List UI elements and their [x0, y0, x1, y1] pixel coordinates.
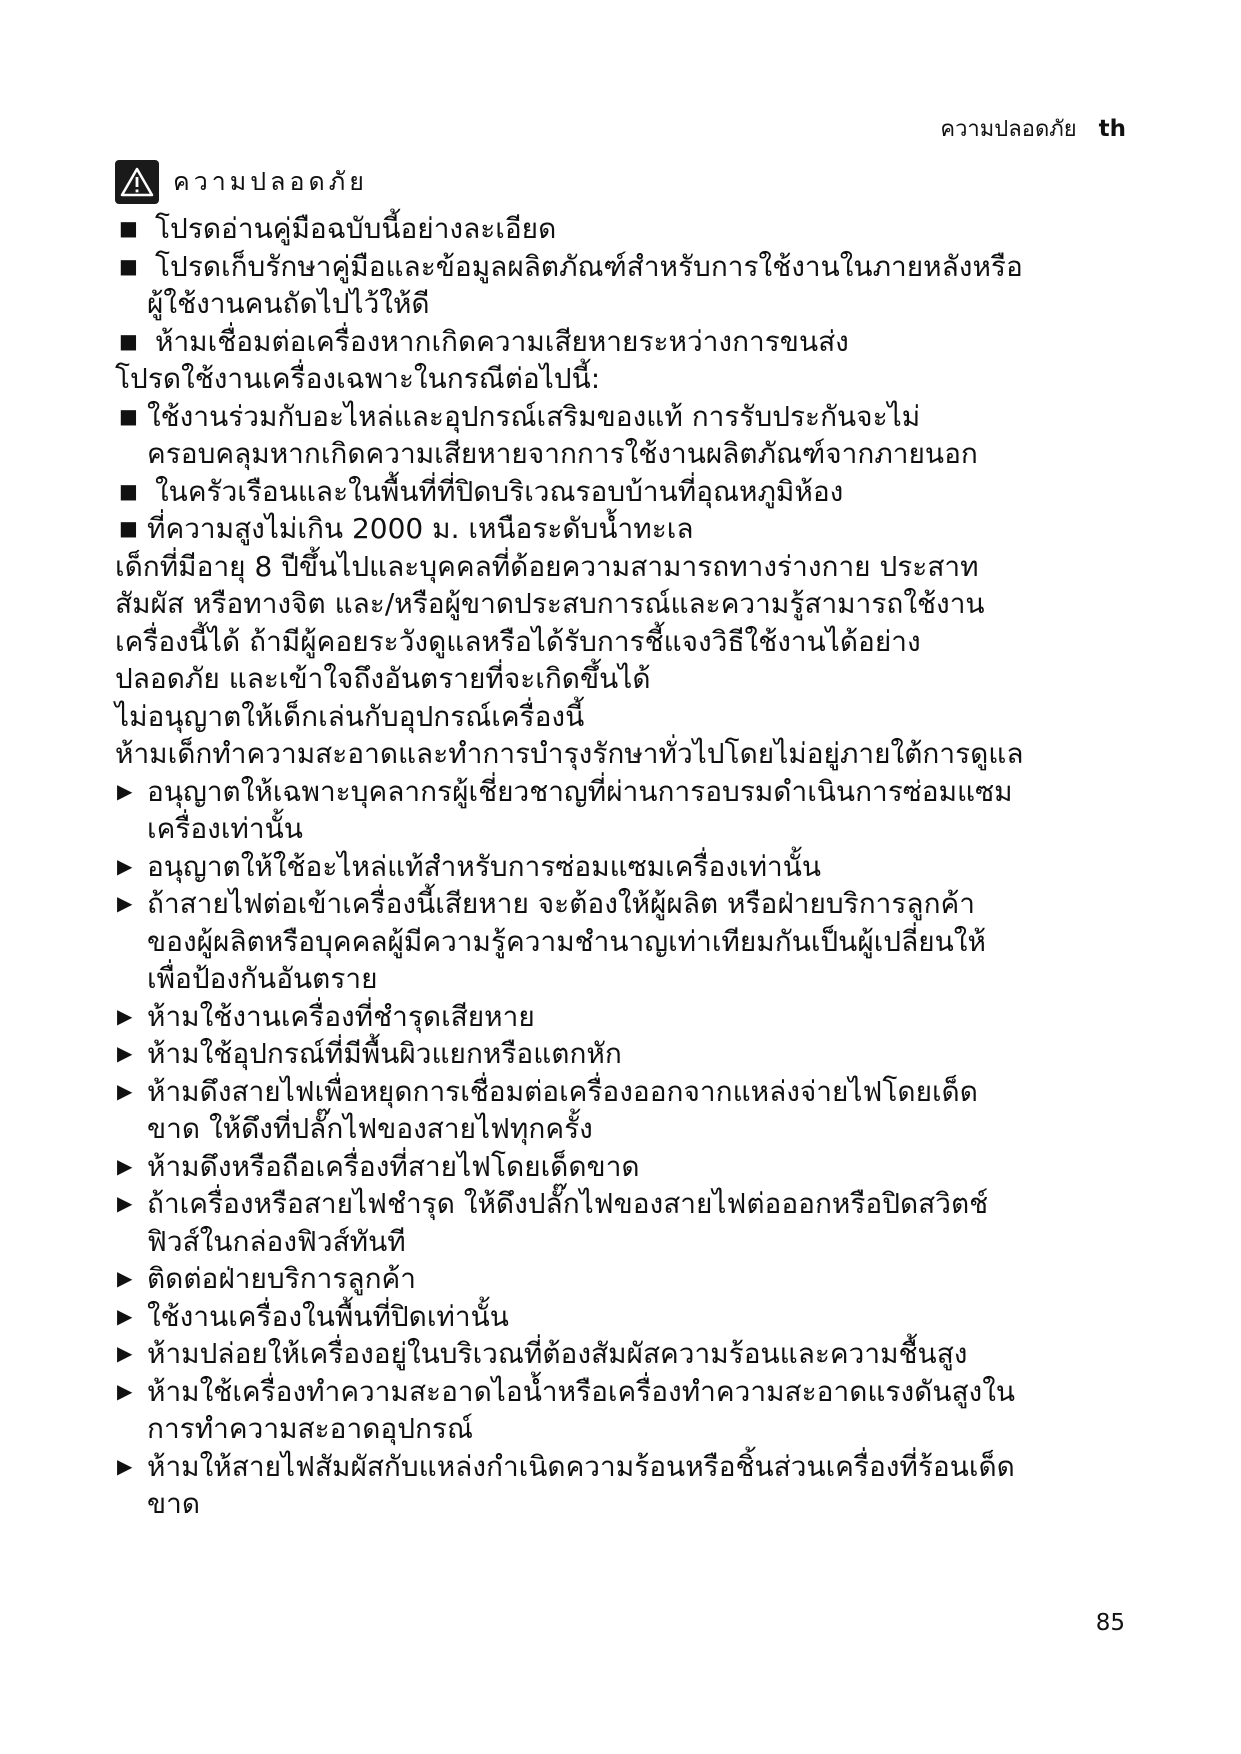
square-bullet-icon: ■	[119, 478, 138, 503]
triangle-bullet-icon: ▶	[117, 1041, 133, 1065]
item-text: ติดต่อฝ่ายบริการลูกค้า	[147, 1262, 416, 1295]
item-continuation: ฟิวส์ในกล่องฟิวส์ทันที	[147, 1224, 406, 1258]
item-text: ถ้าเครื่องหรือสายไฟชำรุด ให้ดึงปลั๊กไฟของสายไฟต่อออกหรือปิดสวิตช์	[147, 1187, 989, 1220]
item-text: ห้ามใช้งานเครื่องที่ชำรุดเสียหาย	[147, 999, 535, 1033]
item-text: ห้ามดึงสายไฟเพื่อหยุดการเชื่อมต่อเครื่องออกจากแหล่งจ่ายไฟโดยเด็ด	[147, 1074, 978, 1108]
item-continuation: ขาด	[147, 1487, 201, 1520]
triangle-bullet-icon: ▶	[117, 1378, 133, 1403]
item-continuation: เครื่องเท่านั้น	[147, 812, 303, 845]
section-heading	[115, 160, 368, 204]
item-text: ห้ามเชื่อมต่อเครื่องหากเกิดความเสียหายระหว่างการขนส่ง	[155, 324, 849, 358]
bullet-item	[115, 1373, 1155, 1411]
item-continuation: ครอบคลุมหากเกิดความเสียหายจากการใช้งานผลิตภัณฑ์จากภายนอก	[147, 437, 978, 470]
triangle-bullet-icon: ▶	[117, 1453, 133, 1478]
item-text: ในครัวเรือนและในพื้นที่ที่ปิดบริเวณรอบบ้านที่อุณหภูมิห้อง	[155, 474, 844, 508]
item-text: อนุญาตให้เฉพาะบุคลากรผู้เชี่ยวชาญที่ผ่านการอบรมดำเนินการซ่อมแซม	[147, 774, 1013, 808]
bullet-item	[115, 1448, 1155, 1486]
item-text: ห้ามใช้อุปกรณ์ที่มีพื้นผิวแยกหรือแตกหัก	[147, 1037, 622, 1070]
item-continuation: ผู้ใช้งานคนถัดไปไว้ให้ดี	[147, 287, 430, 320]
item-text: ถ้าสายไฟต่อเข้าเครื่องนี้เสียหาย จะต้องให้ผู้ผลิต หรือฝ่ายบริการลูกค้า	[147, 887, 975, 920]
list-item	[115, 210, 1155, 248]
item-text: อนุญาตให้ใช้อะไหล่แท้สำหรับการซ่อมแซมเครื่องเท่านั้น	[147, 849, 822, 883]
item-text: โปรดอ่านคู่มือฉบับนี้อย่างละเอียด	[155, 212, 557, 245]
paragraph-line: ปลอดภัย และเข้าใจถึงอันตรายที่จะเกิดขึ้นได้	[115, 662, 651, 695]
paragraph-line: เครื่องนี้ได้ ถ้ามีผู้คอยระวังดูแลหรือได้รับการชี้แจงวิธีใช้งานได้อย่าง	[115, 624, 921, 658]
running-header	[940, 111, 1126, 146]
warning-triangle-icon	[115, 160, 159, 204]
item-continuation: ขาด ให้ดึงที่ปลั๊กไฟของสายไฟทุกครั้ง	[147, 1112, 593, 1145]
item-text: โปรดเก็บรักษาคู่มือและข้อมูลผลิตภัณฑ์สำหรับการใช้งานในภายหลังหรือ	[155, 249, 1023, 283]
triangle-bullet-icon: ▶	[117, 1003, 133, 1028]
paragraph-line: ห้ามเด็กทำความสะอาดและทำการบำรุงรักษาทั่วไปโดยไม่อยู่ภายใต้การดูแล	[115, 737, 1024, 770]
square-bullet-icon: ■	[119, 516, 138, 540]
square-bullet-icon: ■	[119, 253, 138, 278]
triangle-bullet-icon: ▶	[117, 1266, 133, 1290]
square-bullet-icon: ■	[119, 403, 138, 428]
list-item	[115, 473, 1155, 511]
triangle-bullet-icon: ▶	[117, 853, 133, 878]
header-section: ความปลอดภัย	[940, 117, 1077, 142]
square-bullet-icon: ■	[119, 328, 138, 353]
list-item	[115, 248, 1155, 286]
bullet-item	[115, 1260, 1155, 1298]
safety-text	[115, 210, 1155, 1523]
triangle-bullet-icon: ▶	[117, 778, 133, 803]
item-continuation: ของผู้ผลิตหรือบุคคลผู้มีความรู้ความชำนาญเท่าเทียมกันเป็นผู้เปลี่ยนให้	[147, 924, 986, 958]
list-item	[115, 323, 1155, 361]
item-text: ห้ามให้สายไฟสัมผัสกับแหล่งกำเนิดความร้อนหรือชิ้นส่วนเครื่องที่ร้อนเด็ด	[147, 1449, 1015, 1483]
item-text: ห้ามดึงหรือถือเครื่องที่สายไฟโดยเด็ดขาด	[147, 1149, 640, 1183]
item-text: ที่ความสูงไม่เกิน 2000 ม. เหนือระดับน้ำทะเล	[147, 512, 694, 545]
header-language: th	[1098, 116, 1126, 142]
section-title: ความปลอดภัย	[173, 167, 368, 196]
paragraph-line: เด็กที่มีอายุ 8 ปีขึ้นไปและบุคคลที่ด้อยความสามารถทางร่างกาย ประสาท	[115, 549, 979, 583]
bullet-item	[115, 1335, 1155, 1373]
list-item	[115, 398, 1155, 436]
square-bullet-icon: ■	[119, 216, 138, 240]
bullet-item	[115, 1185, 1155, 1223]
item-text: ใช้งานเครื่องในพื้นที่ปิดเท่านั้น	[147, 1299, 509, 1333]
list-item	[115, 510, 1155, 548]
triangle-bullet-icon: ▶	[117, 1078, 133, 1103]
paragraph-line: โปรดใช้งานเครื่องเฉพาะในกรณีต่อไปนี้:	[115, 362, 601, 395]
item-text: ห้ามปล่อยให้เครื่องอยู่ในบริเวณที่ต้องสัมผัสความร้อนและความชื้นสูง	[147, 1337, 968, 1370]
item-text: ห้ามใช้เครื่องทำความสะอาดไอน้ำหรือเครื่องทำความสะอาดแรงดันสูงใน	[147, 1374, 1016, 1408]
triangle-bullet-icon: ▶	[117, 1303, 133, 1328]
triangle-bullet-icon: ▶	[117, 1191, 133, 1215]
bullet-item	[115, 885, 1155, 923]
item-continuation: การทำความสะอาดอุปกรณ์	[147, 1412, 473, 1445]
bullet-item	[115, 1035, 1155, 1073]
bullet-item	[115, 998, 1155, 1036]
page-number: 85	[1095, 1610, 1125, 1636]
triangle-bullet-icon: ▶	[117, 1341, 133, 1365]
triangle-bullet-icon: ▶	[117, 1153, 133, 1178]
paragraph-line: ไม่อนุญาตให้เด็กเล่นกับอุปกรณ์เครื่องนี้	[115, 699, 585, 733]
bullet-item	[115, 773, 1155, 811]
item-continuation: เพื่อป้องกันอันตราย	[147, 962, 378, 995]
item-text: ใช้งานร่วมกับอะไหล่และอุปกรณ์เสริมของแท้ การรับประกันจะไม่	[147, 399, 921, 433]
bullet-item	[115, 1148, 1155, 1186]
paragraph-line: สัมผัส หรือทางจิต และ/หรือผู้ขาดประสบการณ์และความรู้สามารถใช้งาน	[115, 587, 985, 620]
bullet-item	[115, 1298, 1155, 1336]
bullet-item	[115, 848, 1155, 886]
triangle-bullet-icon: ▶	[117, 891, 133, 915]
bullet-item	[115, 1073, 1155, 1111]
